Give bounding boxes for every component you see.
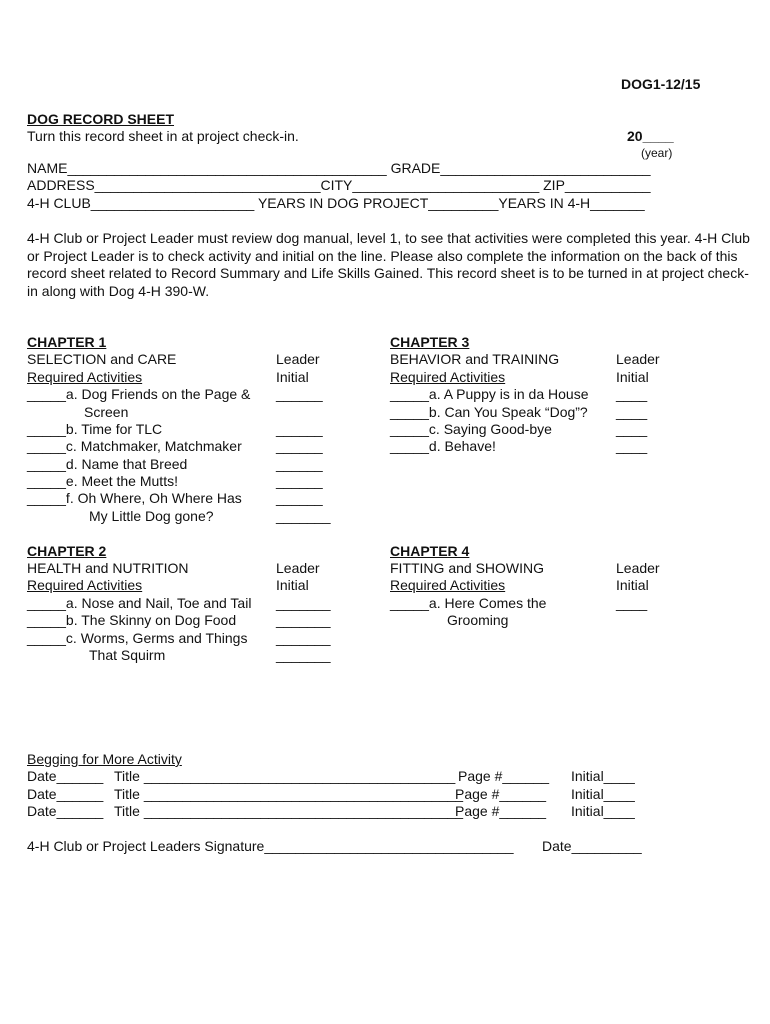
initial-line[interactable]: ______ <box>276 386 323 402</box>
activity-item-continued: Screen <box>84 404 129 420</box>
turn-in-note: Turn this record sheet in at project check-in. <box>27 128 299 144</box>
activity-item[interactable]: _____a. Nose and Nail, Toe and Tail <box>27 595 252 611</box>
initial-line[interactable]: ____ <box>616 438 648 454</box>
initial-line[interactable]: ____ <box>616 595 648 611</box>
activity-item[interactable]: _____a. A Puppy is in da House <box>390 386 589 402</box>
date-field[interactable]: Date______ <box>27 768 104 784</box>
initial-line[interactable]: ______ <box>276 421 323 437</box>
chapter-heading: CHAPTER 2 <box>27 543 107 559</box>
page-field[interactable]: Page #______ <box>455 803 547 819</box>
signature-date-field[interactable]: Date_________ <box>542 838 642 854</box>
required-activities-label: Required Activities <box>390 369 506 385</box>
chapter-subtitle: HEALTH and NUTRITION <box>27 560 189 576</box>
initial-line[interactable]: _______ <box>276 630 331 646</box>
initial-line[interactable]: _______ <box>276 612 331 628</box>
activity-item[interactable]: _____b. Time for TLC <box>27 421 163 437</box>
form-code: DOG1-12/15 <box>621 76 701 92</box>
initial-label: Initial <box>616 369 649 385</box>
year-field[interactable]: 20____ <box>627 128 674 144</box>
initial-line[interactable]: _______ <box>276 508 331 524</box>
initial-label: Initial <box>276 369 309 385</box>
initial-line[interactable]: ______ <box>276 473 323 489</box>
initial-line[interactable]: ____ <box>616 404 648 420</box>
page-field[interactable]: Page #______ <box>458 768 550 784</box>
chapter-subtitle: SELECTION and CARE <box>27 351 177 367</box>
initial-field[interactable]: Initial____ <box>571 803 635 819</box>
required-activities-label: Required Activities <box>27 369 143 385</box>
activity-item-continued: My Little Dog gone? <box>89 508 214 524</box>
initial-field[interactable]: Initial____ <box>571 786 635 802</box>
leader-label: Leader <box>616 560 660 576</box>
instructions-paragraph: 4-H Club or Project Leader must review dog manual, level 1, to see that activities were completed this year. 4-H Club or Project Leader is to check activity and initial on the line. Please also complete the information on the back of this record sheet related to Record Summary and Life Skills Gained. This record sheet is to be turned in at project check-in along with Dog 4-H 390-W. <box>27 230 750 299</box>
initial-line[interactable]: ______ <box>276 456 323 472</box>
activity-item-continued: Grooming <box>447 612 509 628</box>
year-caption: (year) <box>641 146 673 160</box>
leader-signature-field[interactable]: 4-H Club or Project Leaders Signature________________________________ <box>27 838 514 854</box>
activity-item[interactable]: _____c. Worms, Germs and Things <box>27 630 248 646</box>
activity-item[interactable]: _____c. Saying Good-bye <box>390 421 552 437</box>
date-field[interactable]: Date______ <box>27 786 104 802</box>
chapter-subtitle: FITTING and SHOWING <box>390 560 545 576</box>
chapter-subtitle: BEHAVIOR and TRAINING <box>390 351 560 367</box>
activity-item[interactable]: _____a. Dog Friends on the Page & <box>27 386 251 402</box>
title-field[interactable]: Title _________________________________________ <box>114 786 464 802</box>
required-activities-label: Required Activities <box>390 577 506 593</box>
chapter-heading: CHAPTER 1 <box>27 334 107 350</box>
leader-label: Leader <box>276 560 320 576</box>
activity-item[interactable]: _____f. Oh Where, Oh Where Has <box>27 490 242 506</box>
activity-item[interactable]: _____b. Can You Speak “Dog”? <box>390 404 588 420</box>
initial-line[interactable]: ______ <box>276 438 323 454</box>
chapter-heading: CHAPTER 3 <box>390 334 470 350</box>
address-city-zip-field[interactable]: ADDRESS_____________________________CITY________________________ ZIP___________ <box>27 177 651 193</box>
initial-line[interactable]: _______ <box>276 595 331 611</box>
begging-heading: Begging for More Activity <box>27 751 182 767</box>
document-title: DOG RECORD SHEET <box>27 111 175 127</box>
initial-label: Initial <box>276 577 309 593</box>
initial-label: Initial <box>616 577 649 593</box>
activity-item[interactable]: _____e. Meet the Mutts! <box>27 473 178 489</box>
club-years-field[interactable]: 4-H CLUB_____________________ YEARS IN DOG PROJECT_________YEARS IN 4-H_______ <box>27 195 645 211</box>
activity-item[interactable]: _____a. Here Comes the <box>390 595 547 611</box>
activity-item[interactable]: _____b. The Skinny on Dog Food <box>27 612 237 628</box>
activity-item[interactable]: _____c. Matchmaker, Matchmaker <box>27 438 242 454</box>
leader-label: Leader <box>276 351 320 367</box>
initial-line[interactable]: _______ <box>276 647 331 663</box>
leader-label: Leader <box>616 351 660 367</box>
activity-item[interactable]: _____d. Name that Breed <box>27 456 188 472</box>
name-grade-field[interactable]: NAME_________________________________________ GRADE___________________________ <box>27 160 651 176</box>
chapter-heading: CHAPTER 4 <box>390 543 470 559</box>
initial-line[interactable]: ____ <box>616 421 648 437</box>
initial-line[interactable]: ____ <box>616 386 648 402</box>
initial-field[interactable]: Initial____ <box>571 768 635 784</box>
date-field[interactable]: Date______ <box>27 803 104 819</box>
title-field[interactable]: Title ________________________________________ <box>114 768 456 784</box>
activity-item[interactable]: _____d. Behave! <box>390 438 496 454</box>
required-activities-label: Required Activities <box>27 577 143 593</box>
activity-item-continued: That Squirm <box>89 647 166 663</box>
page-field[interactable]: Page #______ <box>455 786 547 802</box>
initial-line[interactable]: ______ <box>276 490 323 506</box>
title-field[interactable]: Title _________________________________________ <box>114 803 464 819</box>
